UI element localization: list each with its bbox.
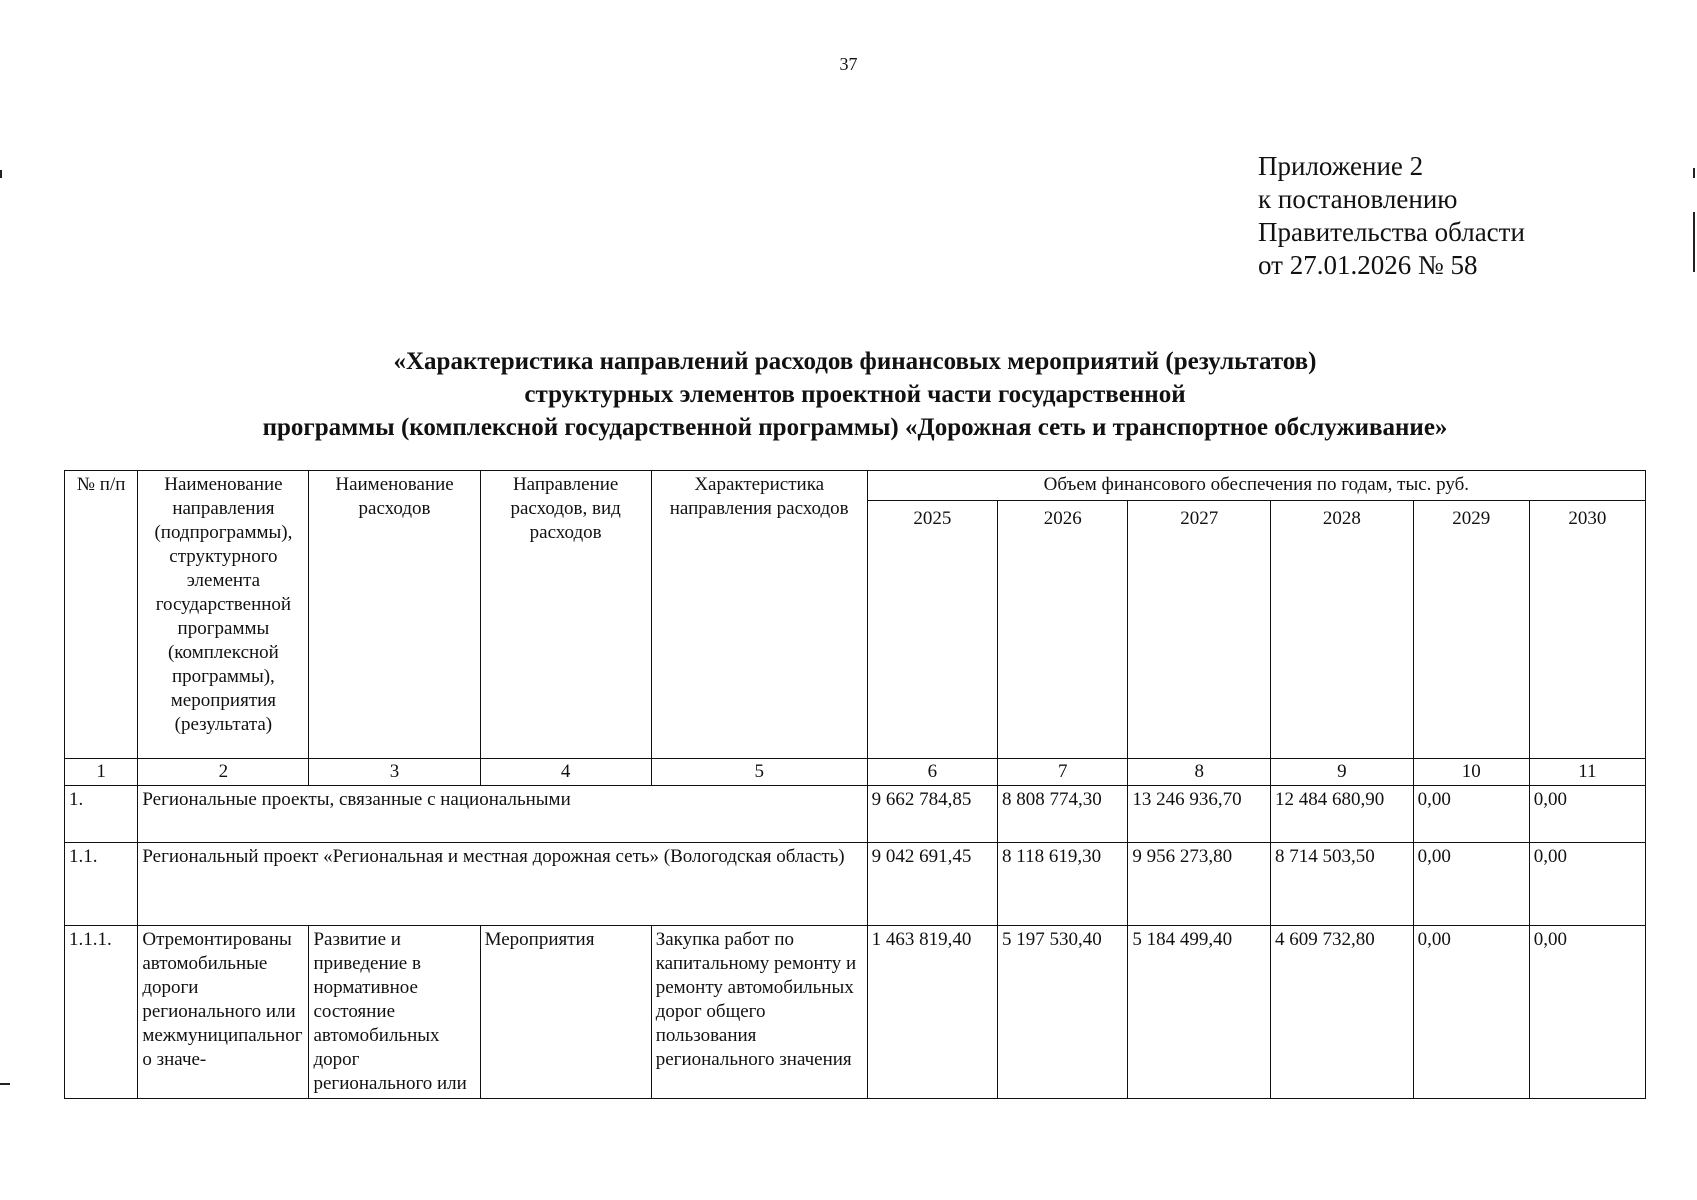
- row-name: Региональные проекты, связанные с национальными: [138, 786, 867, 843]
- value-2025: 9 042 691,45: [867, 843, 997, 926]
- row-number: 1.1.1.: [65, 926, 138, 1099]
- appendix-line: от 27.01.2026 № 58: [1258, 250, 1478, 280]
- value-2027: 5 184 499,40: [1128, 926, 1271, 1099]
- value-2027: 13 246 936,70: [1128, 786, 1271, 843]
- table-row: [65, 926, 1646, 1099]
- table-row: [65, 843, 1646, 926]
- page-number: 37: [839, 54, 858, 74]
- title-line: программы (комплексной государственной программы) «Дорожная сеть и транспортное обслуживание»: [262, 414, 1448, 441]
- appendix-line: Приложение 2: [1258, 151, 1424, 181]
- header-funding: Объем финансового обеспечения по годам, тыс. руб.: [867, 471, 1645, 501]
- appendix-line: Правительства области: [1258, 217, 1525, 247]
- appendix-line: к постановлению: [1258, 184, 1458, 214]
- value-2028: 4 609 732,80: [1271, 926, 1414, 1099]
- value-2026: 5 197 530,40: [998, 926, 1128, 1099]
- header-year: 2026: [998, 501, 1128, 759]
- row-name: Отремонтированы автомобильные дороги регионального или межмуниципального значе-: [138, 926, 309, 1099]
- row-number: 1.: [65, 786, 138, 843]
- header-year: 2027: [1128, 501, 1271, 759]
- column-number: 2: [138, 759, 309, 786]
- header-expense-characteristic: Характеристика направления расходов: [651, 471, 867, 759]
- column-number: 6: [867, 759, 997, 786]
- value-2025: 9 662 784,85: [867, 786, 997, 843]
- value-2026: 8 118 619,30: [998, 843, 1128, 926]
- value-2029: 0,00: [1413, 926, 1529, 1099]
- header-expense-name: Наименование расходов: [309, 471, 480, 759]
- column-number: 8: [1128, 759, 1271, 786]
- header-year: 2028: [1271, 501, 1414, 759]
- expenses-table: [64, 470, 1646, 1099]
- header-number: № п/п: [65, 471, 138, 759]
- column-number: 10: [1413, 759, 1529, 786]
- row-number: 1.1.: [65, 843, 138, 926]
- value-2030: 0,00: [1529, 843, 1645, 926]
- value-2026: 8 808 774,30: [998, 786, 1128, 843]
- column-number: 7: [998, 759, 1128, 786]
- value-2028: 12 484 680,90: [1271, 786, 1414, 843]
- header-direction-name: Наименование направления (подпрограммы), структурного элемента государственной программы (комплексной программы), мероприятия (результата): [138, 471, 309, 759]
- scan-edge-mark: [0, 1083, 10, 1085]
- column-number: 4: [480, 759, 651, 786]
- header-year: 2030: [1529, 501, 1645, 759]
- scan-edge-mark: [0, 170, 2, 178]
- row-expense-name: Развитие и приведение в нормативное состояние автомобильных дорог регионального или: [309, 926, 480, 1099]
- table-row: [65, 786, 1646, 843]
- column-number: 9: [1271, 759, 1414, 786]
- appendix-block: [1258, 150, 1525, 282]
- column-number: 11: [1529, 759, 1645, 786]
- value-2030: 0,00: [1529, 926, 1645, 1099]
- document-title: [150, 345, 1560, 444]
- column-number-row: [65, 759, 1646, 786]
- header-year: 2025: [867, 501, 997, 759]
- row-direction: Мероприятия: [480, 926, 651, 1099]
- column-number: 5: [651, 759, 867, 786]
- row-name: Региональный проект «Региональная и местная дорожная сеть» (Вологодская область): [138, 843, 867, 926]
- scan-edge-mark: [1693, 168, 1695, 178]
- title-line: «Характеристика направлений расходов финансовых мероприятий (результатов): [393, 348, 1317, 375]
- column-number: 3: [309, 759, 480, 786]
- header-year: 2029: [1413, 501, 1529, 759]
- value-2029: 0,00: [1413, 843, 1529, 926]
- scan-edge-mark: [1693, 212, 1695, 272]
- value-2027: 9 956 273,80: [1128, 843, 1271, 926]
- column-number: 1: [65, 759, 138, 786]
- title-line: структурных элементов проектной части государственной: [524, 381, 1186, 408]
- value-2030: 0,00: [1529, 786, 1645, 843]
- table-header-row: [65, 471, 1646, 501]
- header-expense-direction: Направление расходов, вид расходов: [480, 471, 651, 759]
- value-2028: 8 714 503,50: [1271, 843, 1414, 926]
- value-2029: 0,00: [1413, 786, 1529, 843]
- row-characteristic: Закупка работ по капитальному ремонту и ремонту автомобильных дорог общего пользования регионального значения: [651, 926, 867, 1099]
- value-2025: 1 463 819,40: [867, 926, 997, 1099]
